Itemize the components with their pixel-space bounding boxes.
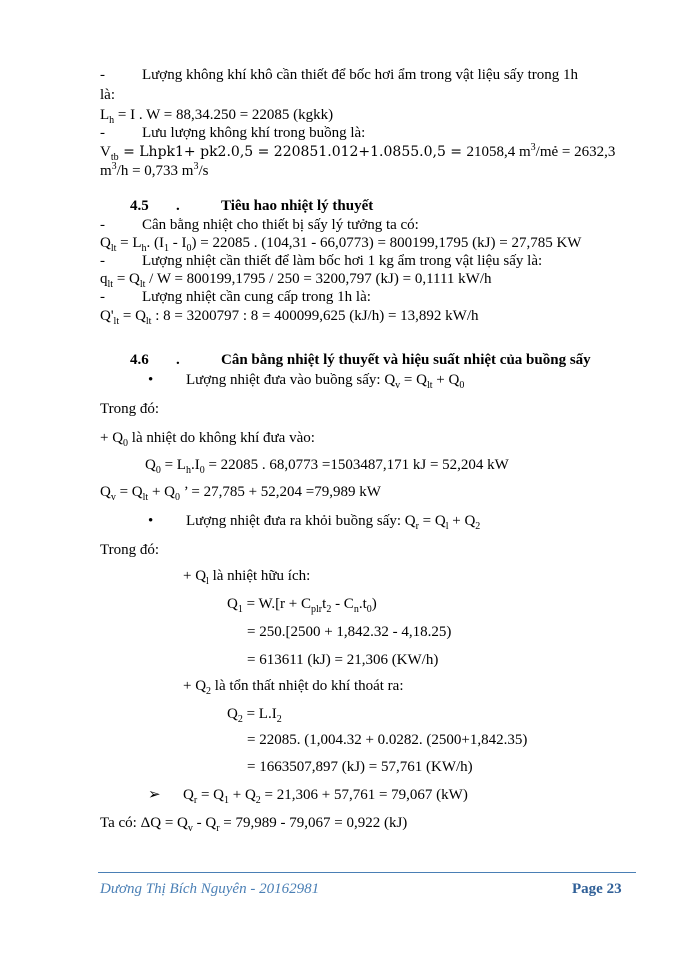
air-required-line xyxy=(100,66,578,84)
qlt-per-hour-equation: $Q'_{lt} = Q_{lt}$ : 8 = 3200797 : 8 = 400099,625 (kJ/h) = 13,892 kW/h xyxy=(100,308,479,327)
q2-result: = 1663507,897 (kJ) = 57,761 (KW/h) xyxy=(247,759,473,775)
airflow-line: - Lưu lượng không khí trong buồng là: xyxy=(100,125,366,141)
delta-q-equation: Ta có: $\Delta Q = Q_v - Q_r = 79,989 - 79,067 = 0,922$ (kJ) xyxy=(100,815,408,834)
q1-equation: $Q_1 = W.[r + C_{plr}t_2 - C_n.t_0)$ xyxy=(227,596,377,615)
where-label-2: Trong đó: xyxy=(100,542,160,558)
footer-divider xyxy=(98,872,636,873)
page-number: Page 23 xyxy=(572,881,622,897)
qr-equation: ➢ $Q_r = Q_1 + Q_2 = 21,306 + 57,761 = 79,067$ (kW) xyxy=(148,787,468,806)
q1-result: = 613611 (kJ) = 21,306 (KW/h) xyxy=(247,652,439,668)
q1-substitution: = 250.[2500 + 1,842.32 - 4,18.25) xyxy=(247,624,452,640)
heat-in-line: • Lượng nhiệt đưa vào buồng sấy: $Q_v = Q_{lt} + Q_0$ xyxy=(148,372,465,391)
dash: - xyxy=(100,67,105,83)
air-mass-equation: $L_h = I$ . W = 88,34.250 = 22085 (kgkk) xyxy=(100,107,334,126)
qlt-per-kg-equation: $q_{lt} = Q_{lt} / W = 800199,1795 / 250 = 3200,797$ (kJ) = 0,1111 kW/h xyxy=(100,271,492,290)
section-4-5-heading: 4.5 . Tiêu hao nhiệt lý thuyết xyxy=(130,198,374,214)
q1-definition: + $Q_l$ là nhiệt hữu ích: xyxy=(183,568,311,587)
air-required-cont: là: xyxy=(100,87,115,103)
heat-out-line: • Lượng nhiệt đưa ra khỏi buồng sấy: $Q_r = Q_l + Q_2$ xyxy=(148,513,481,532)
bullet-icon: • xyxy=(148,372,154,388)
footer-author: Dương Thị Bích Nguyên - 20162981 xyxy=(100,881,320,897)
qlt-equation: $Q_{lt} = L_h$. $(I_1 - I_0) = 22085$ . (104,31 - 66,0773) = 800199,1795 (kJ) = 27,785 KW xyxy=(100,235,582,254)
q2-equation: $Q_2 = L.I_2$ xyxy=(227,706,282,725)
airflow-equation: $V_{tb}$ = Lhpk1+ pk2.0,5 = 220851.012+1.0855.0,5 = 21058,4 $m^3/mẻ = 2632,3$ xyxy=(100,142,616,163)
q2-definition: + $Q_2$ là tổn thất nhiệt do khí thoát ra: xyxy=(183,678,404,697)
arrow-bullet-icon: ➢ xyxy=(148,787,161,803)
air-required-text: Lượng không khí khô cần thiết để bốc hơi ẩm trong vật liệu sấy trong 1h xyxy=(142,67,578,83)
section-4-6-heading: 4.6 . Cân bằng nhiệt lý thuyết và hiệu suất nhiệt của buồng sấy xyxy=(130,352,591,368)
q0-definition: + $Q_0$ là nhiệt do không khí đưa vào: xyxy=(100,430,315,449)
where-label-1: Trong đó: xyxy=(100,401,160,417)
q2-substitution: = 22085. (1,004.32 + 0.0282. (2500+1,842.35) xyxy=(247,732,528,748)
heat-per-hour-line: - Lượng nhiệt cần cung cấp trong 1h là: xyxy=(100,289,371,305)
heat-per-kg-line: - Lượng nhiệt cần thiết để làm bốc hơi 1 kg ẩm trong vật liệu sấy là: xyxy=(100,253,543,269)
heat-balance-line: - Cân bằng nhiệt cho thiết bị sấy lý tưởng ta có: xyxy=(100,217,419,233)
airflow-equation-cont: $m^3/h = 0,733$ $m^3/s$ xyxy=(100,161,209,179)
qv-equation: $Q_v = Q_{lt} + Q_0$ ’ = 27,785 + 52,204 =79,989 kW xyxy=(100,484,381,503)
q0-equation: $Q_0 = L_h.I_0 = 22085$ . 68,0773 =1503487,171 kJ = 52,204 kW xyxy=(145,457,509,476)
bullet-icon: • xyxy=(148,513,154,529)
